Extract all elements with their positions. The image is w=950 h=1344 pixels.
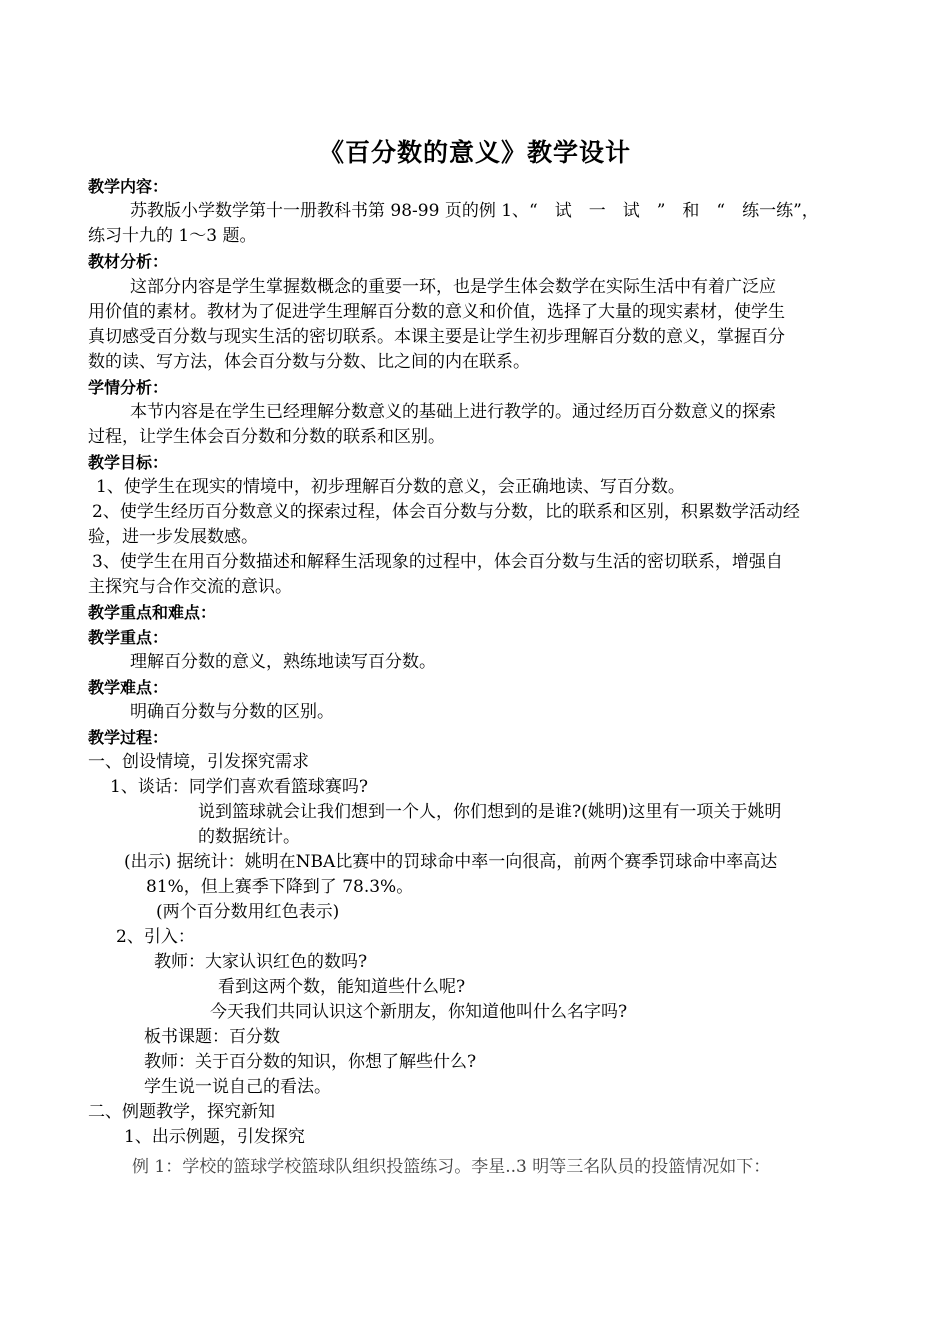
paragraph-line: 理解百分数的意义，熟练地读写百分数。: [130, 652, 436, 672]
step-line: (两个百分数用红色表示): [156, 902, 340, 922]
heading-teaching-goals: 教学目标：: [88, 453, 169, 472]
paragraph-line: 明确百分数与分数的区别。: [130, 702, 334, 722]
goal-item: 1、使学生在现实的情境中，初步理解百分数的意义，会正确地读、写百分数。: [96, 477, 685, 497]
heading-material-analysis: 教材分析：: [88, 252, 169, 271]
step-line: 今天我们共同认识这个新朋友，你知道他叫什么名字吗?: [210, 1002, 628, 1022]
heading-key-points: 教学重点：: [88, 628, 169, 647]
section-heading: 一、创设情境，引发探究需求: [88, 752, 309, 772]
heading-teaching-process: 教学过程：: [88, 728, 169, 747]
paragraph-line: 本节内容是在学生已经理解分数意义的基础上进行教学的。通过经历百分数意义的探索: [130, 402, 776, 422]
step-line: 看到这两个数，能知道些什么呢?: [218, 977, 466, 997]
paragraph-line: 过程，让学生体会百分数和分数的联系和区别。: [88, 427, 445, 447]
document-title: 《百分数的意义》教学设计: [318, 138, 631, 167]
step-line: 板书课题：百分数: [144, 1027, 280, 1047]
step-line: 的数据统计。: [198, 827, 300, 847]
heading-key-and-difficult-points: 教学重点和难点：: [88, 603, 217, 622]
paragraph-line: 用价值的素材。教材为了促进学生理解百分数的意义和价值，选择了大量的现实素材，使学生: [88, 302, 785, 322]
heading-teaching-content: 教学内容：: [88, 177, 169, 196]
step-line: (出示) 据统计：姚明在NBA比赛中的罚球命中率一向很高，前两个赛季罚球命中率高达: [124, 852, 778, 872]
section-heading: 二、例题教学，探究新知: [88, 1102, 275, 1122]
step-line: 2、引入：: [116, 927, 195, 947]
goal-item-continued: 主探究与合作交流的意识。: [88, 577, 292, 597]
step-line: 教师：关于百分数的知识，你想了解些什么?: [144, 1052, 477, 1072]
heading-student-analysis: 学情分析：: [88, 378, 169, 397]
goal-item-continued: 验，进一步发展数感。: [88, 527, 258, 547]
step-line: 学生说一说自己的看法。: [144, 1077, 331, 1097]
paragraph-line: 苏教版小学数学第十一册教科书第 98-99 页的例 1、“ 试 一 试 ” 和 “ 练一练”，: [130, 201, 819, 221]
heading-difficult-points: 教学难点：: [88, 678, 169, 697]
example-line: 例 1：学校的篮球学校篮球队组织投篮练习。李星..3 明等三名队员的投篮情况如下：: [132, 1157, 771, 1177]
paragraph-line: 真切感受百分数与现实生活的密切联系。本课主要是让学生初步理解百分数的意义，掌握百分: [88, 327, 785, 347]
paragraph-line: 这部分内容是学生掌握数概念的重要一环，也是学生体会数学在实际生活中有着广泛应: [130, 277, 776, 297]
goal-item: 2、使学生经历百分数意义的探索过程，体会百分数与分数，比的联系和区别，积累数学活动经: [92, 502, 800, 522]
step-line: 81%，但上赛季下降到了 78.3%。: [146, 877, 414, 897]
paragraph-line: 练习十九的 1～3 题。: [88, 226, 257, 246]
paragraph-line: 数的读、写方法，体会百分数与分数、比之间的内在联系。: [88, 352, 530, 372]
step-line: 1、出示例题，引发探究: [124, 1127, 305, 1147]
step-line: 1、谈话：同学们喜欢看篮球赛吗?: [110, 777, 368, 797]
step-line: 教师：大家认识红色的数吗?: [154, 952, 368, 972]
goal-item: 3、使学生在用百分数描述和解释生活现象的过程中，体会百分数与生活的密切联系，增强自: [92, 552, 783, 572]
step-line: 说到篮球就会让我们想到一个人，你们想到的是谁?(姚明)这里有一项关于姚明: [198, 802, 782, 822]
